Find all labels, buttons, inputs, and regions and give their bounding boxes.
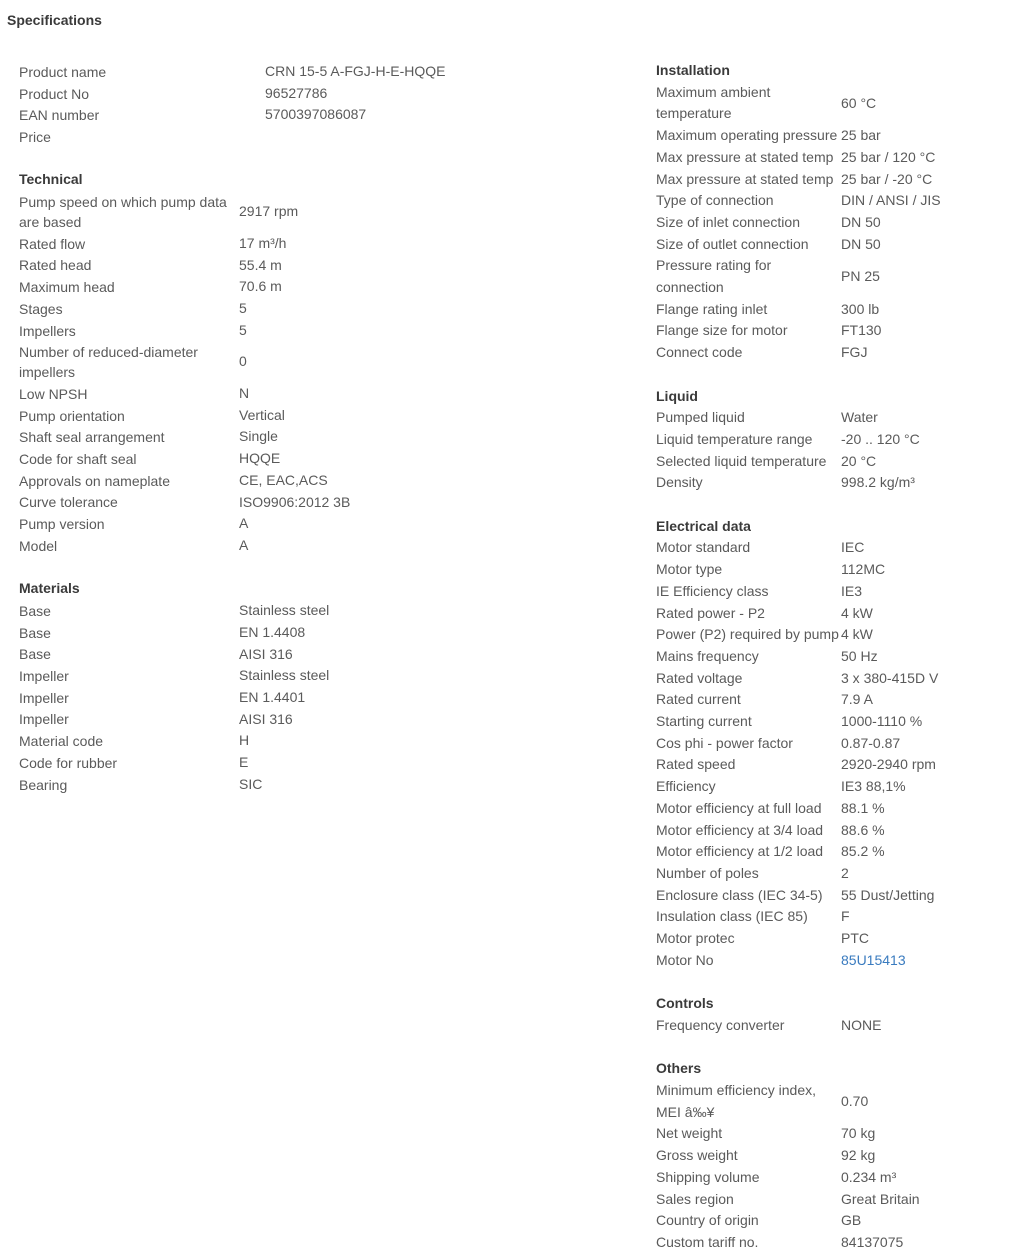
spec-value: 20 °C	[841, 452, 877, 469]
spec-label: Shipping volume	[656, 1168, 760, 1185]
spec-label: Sales region	[656, 1190, 734, 1207]
spec-row	[656, 689, 1026, 711]
spec-label: Max pressure at stated temp	[656, 148, 834, 165]
spec-value: DIN / ANSI / JIS	[841, 192, 941, 209]
spec-value: IE3 88,1%	[841, 778, 906, 795]
spec-label: Base	[19, 624, 51, 641]
spec-label: Net weight	[656, 1125, 723, 1142]
spec-value: AISI 316	[239, 645, 293, 662]
spec-row	[19, 255, 459, 277]
spec-label: Impellers	[19, 322, 76, 339]
spec-value: A	[239, 537, 249, 553]
spec-row	[656, 82, 1026, 125]
spec-label: Motor protec	[656, 930, 735, 947]
spec-value: 85.2 %	[841, 843, 885, 860]
spec-label: Density	[656, 474, 703, 491]
spec-row	[656, 646, 1026, 668]
spec-row	[656, 1210, 1026, 1232]
spec-value: H	[239, 732, 250, 749]
spec-label: Frequency converter	[656, 1016, 785, 1033]
controls-section-title: Controls	[656, 995, 714, 1012]
spec-value: 7.9 A	[841, 691, 873, 708]
spec-value: 4 kW	[841, 626, 873, 643]
spec-value: DN 50	[841, 213, 881, 230]
spec-value: Single	[239, 428, 278, 445]
spec-row	[656, 668, 1026, 690]
spec-label: Pumped liquid	[656, 409, 745, 426]
spec-value: 0.70	[841, 1092, 869, 1109]
spec-value: 2920-2940 rpm	[841, 756, 936, 773]
spec-value: 17 m³/h	[239, 234, 287, 251]
spec-row	[656, 776, 1026, 798]
spec-row	[656, 798, 1026, 820]
liquid-table	[656, 364, 1026, 494]
spec-row	[656, 429, 1026, 451]
spec-value: E	[239, 754, 249, 771]
spec-label: EAN number	[19, 107, 100, 124]
spec-row	[656, 820, 1026, 842]
spec-row	[656, 537, 1026, 559]
spec-value: Vertical	[239, 406, 285, 423]
spec-label: Maximum ambient temperature	[656, 83, 771, 122]
spec-value: Stainless steel	[239, 667, 330, 684]
spec-value: FGJ	[841, 344, 868, 361]
spec-label: Size of outlet connection	[656, 235, 809, 252]
page-title: Specifications	[7, 12, 102, 28]
spec-row	[656, 407, 1026, 429]
section-spacer	[19, 148, 459, 170]
others-table	[656, 1037, 1026, 1254]
spec-row	[656, 581, 1026, 603]
spec-label: Enclosure class (IEC 34-5)	[656, 886, 823, 903]
spec-value: Water	[841, 409, 878, 426]
others-section-title: Others	[656, 1060, 702, 1077]
spec-value: IEC	[841, 539, 865, 556]
spec-row	[656, 863, 1026, 885]
spec-value: 2	[841, 864, 849, 881]
spec-row	[656, 1015, 1026, 1037]
spec-label: Motor No	[656, 951, 714, 968]
spec-row	[656, 1167, 1026, 1189]
spec-label: Motor efficiency at 1/2 load	[656, 843, 824, 860]
spec-row	[19, 61, 459, 83]
spec-row	[19, 622, 459, 644]
liquid-section-title: Liquid	[656, 387, 698, 404]
spec-label: Material code	[19, 733, 104, 750]
spec-row	[19, 298, 459, 320]
spec-label: Mains frequency	[656, 647, 759, 664]
spec-row	[19, 276, 459, 298]
materials-section-title: Materials	[19, 580, 80, 597]
installation-section-title: Installation	[656, 62, 730, 78]
spec-value: 2917 rpm	[239, 203, 299, 220]
spec-value: EN 1.4401	[239, 688, 306, 705]
spec-row	[656, 603, 1026, 625]
spec-value: ISO9906:2012 3B	[239, 493, 351, 510]
spec-row	[656, 885, 1026, 907]
spec-row	[656, 255, 1026, 298]
spec-row	[656, 472, 1026, 494]
spec-label: Model	[19, 537, 58, 554]
motor-no-link[interactable]: 85U15413	[841, 951, 906, 968]
spec-row	[656, 320, 1026, 342]
spec-row	[656, 1232, 1026, 1254]
spec-row	[656, 451, 1026, 473]
spec-value: CE, EAC,ACS	[239, 471, 328, 488]
spec-label: Code for shaft seal	[19, 451, 137, 468]
spec-value: 0.234 m³	[841, 1168, 897, 1185]
spec-label: Flange rating inlet	[656, 300, 768, 317]
spec-row	[656, 841, 1026, 863]
spec-row	[19, 470, 459, 492]
spec-row	[19, 774, 459, 796]
spec-row	[656, 190, 1026, 212]
spec-label: Minimum efficiency index, MEI â‰¥	[656, 1081, 817, 1120]
spec-row	[19, 104, 459, 126]
spec-value: DN 50	[841, 235, 881, 252]
spec-value: -20 .. 120 °C	[841, 430, 920, 447]
spec-label: Motor efficiency at 3/4 load	[656, 821, 824, 838]
spec-label: Country of origin	[656, 1212, 759, 1229]
spec-value: 0	[239, 353, 247, 370]
spec-row	[656, 624, 1026, 646]
spec-label: Pressure rating for connection	[656, 257, 772, 296]
spec-value: GB	[841, 1212, 862, 1229]
spec-label: Base	[19, 646, 51, 663]
spec-value: 70 kg	[841, 1125, 876, 1142]
spec-label: Maximum operating pressure	[656, 127, 838, 144]
spec-label: Impeller	[19, 668, 69, 685]
spec-label: Cos phi - power factor	[656, 734, 793, 751]
spec-value: 112MC	[841, 561, 886, 578]
spec-row	[656, 928, 1026, 950]
spec-label: Number of reduced-diameter impellers	[19, 344, 198, 381]
spec-value: NONE	[841, 1016, 882, 1033]
spec-row	[656, 1123, 1026, 1145]
spec-value: 25 bar / -20 °C	[841, 170, 933, 187]
spec-value: 60 °C	[841, 94, 877, 111]
spec-row	[656, 299, 1026, 321]
spec-value: Great Britain	[841, 1190, 920, 1207]
spec-label: Motor type	[656, 561, 723, 578]
spec-label: Rated flow	[19, 235, 86, 252]
spec-value: 5	[239, 321, 247, 338]
spec-label: Code for rubber	[19, 754, 118, 771]
spec-value: N	[239, 385, 250, 402]
spec-value: 300 lb	[841, 300, 880, 317]
spec-label: Size of inlet connection	[656, 213, 800, 230]
spec-row	[656, 342, 1026, 364]
spec-row	[656, 147, 1026, 169]
right-column	[656, 60, 1026, 1254]
spec-label: Stages	[19, 300, 63, 317]
spec-label: Impeller	[19, 689, 69, 706]
spec-value: F	[841, 908, 850, 925]
spec-row	[656, 1080, 1026, 1123]
controls-table	[656, 972, 1026, 1037]
spec-label: Price	[19, 128, 51, 145]
spec-value: 0.87-0.87	[841, 734, 901, 751]
spec-row	[19, 600, 459, 622]
spec-label: Rated speed	[656, 756, 736, 773]
spec-label: Low NPSH	[19, 385, 88, 402]
spec-value: 88.6 %	[841, 821, 885, 838]
spec-row	[19, 492, 459, 514]
general-table	[19, 61, 459, 148]
spec-value: 55 Dust/Jetting	[841, 886, 935, 903]
spec-label: Product No	[19, 85, 90, 102]
spec-value: 88.1 %	[841, 799, 885, 816]
spec-row	[656, 733, 1026, 755]
spec-value: EN 1.4408	[239, 623, 306, 640]
spec-value: 84137075	[841, 1233, 904, 1250]
spec-row	[19, 126, 459, 148]
section-spacer	[19, 557, 459, 579]
spec-label: Pump speed on which pump data are based	[19, 194, 227, 231]
electrical-section-title: Electrical data	[656, 517, 751, 534]
spec-value: PTC	[841, 930, 869, 947]
spec-label: Bearing	[19, 776, 68, 793]
spec-row	[19, 383, 459, 405]
spec-row	[19, 513, 459, 535]
spec-row	[656, 950, 1026, 972]
spec-row	[656, 559, 1026, 581]
spec-row	[656, 212, 1026, 234]
spec-row	[656, 711, 1026, 733]
left-column	[19, 61, 459, 795]
spec-label: Max pressure at stated temp	[656, 170, 834, 187]
technical-table	[19, 148, 459, 557]
spec-row	[19, 405, 459, 427]
spec-row	[656, 906, 1026, 928]
spec-label: Rated power - P2	[656, 604, 765, 621]
spec-value: 50 Hz	[841, 647, 878, 664]
materials-table	[19, 557, 459, 796]
section-spacer	[656, 364, 1026, 386]
spec-value: 5700397086087	[265, 106, 367, 123]
spec-label: Connect code	[656, 344, 743, 361]
spec-value: AISI 316	[239, 710, 293, 727]
spec-label: Rated voltage	[656, 669, 743, 686]
spec-row	[19, 752, 459, 774]
spec-label: Flange size for motor	[656, 322, 788, 339]
spec-label: Motor standard	[656, 539, 751, 556]
spec-label: Shaft seal arrangement	[19, 429, 165, 446]
spec-value: FT130	[841, 322, 882, 339]
spec-label: IE Efficiency class	[656, 582, 769, 599]
spec-row	[656, 754, 1026, 776]
spec-value: 25 bar	[841, 127, 881, 144]
spec-label: Maximum head	[19, 279, 115, 296]
spec-value: 55.4 m	[239, 256, 282, 273]
spec-row	[19, 341, 459, 383]
spec-row	[19, 665, 459, 687]
spec-row	[19, 687, 459, 709]
spec-label: Motor efficiency at full load	[656, 799, 822, 816]
spec-row	[19, 191, 459, 233]
spec-row	[656, 1189, 1026, 1211]
spec-label: Custom tariff no.	[656, 1233, 759, 1250]
spec-row	[19, 83, 459, 105]
spec-row	[656, 1145, 1026, 1167]
spec-value: SIC	[239, 775, 263, 792]
spec-value: 4 kW	[841, 604, 873, 621]
spec-value: IE3	[841, 582, 863, 599]
spec-label: Liquid temperature range	[656, 430, 813, 447]
spec-row	[19, 233, 459, 255]
spec-row	[19, 535, 459, 557]
spec-label: Pump orientation	[19, 407, 125, 424]
spec-label: Efficiency	[656, 778, 716, 795]
spec-value: HQQE	[239, 450, 281, 467]
spec-value: CRN 15-5 A-FGJ-H-E-HQQE	[265, 63, 446, 79]
section-spacer	[656, 972, 1026, 994]
spec-value: 1000-1110 %	[841, 713, 923, 730]
installation-table	[656, 60, 1026, 364]
section-spacer	[656, 494, 1026, 516]
spec-label: Number of poles	[656, 864, 759, 881]
spec-value: 3 x 380-415D V	[841, 669, 939, 686]
spec-row	[19, 644, 459, 666]
spec-label: Approvals on nameplate	[19, 472, 170, 489]
spec-row	[19, 426, 459, 448]
spec-value: 5	[239, 299, 247, 316]
spec-label: Base	[19, 602, 51, 619]
spec-label: Rated head	[19, 257, 92, 274]
spec-row	[656, 125, 1026, 147]
spec-label: Impeller	[19, 711, 69, 728]
spec-row	[656, 169, 1026, 191]
spec-label: Starting current	[656, 713, 752, 730]
spec-value: 70.6 m	[239, 278, 282, 295]
spec-label: Type of connection	[656, 192, 774, 209]
spec-label: Rated current	[656, 691, 741, 708]
spec-row	[19, 448, 459, 470]
spec-row	[656, 234, 1026, 256]
spec-label: Power (P2) required by pump	[656, 626, 839, 643]
spec-value: PN 25	[841, 268, 880, 285]
spec-value: A	[239, 515, 249, 532]
spec-value: 998.2 kg/m³	[841, 474, 915, 491]
spec-value: Stainless steel	[239, 602, 330, 619]
spec-label: Insulation class (IEC 85)	[656, 908, 808, 925]
spec-label: Gross weight	[656, 1147, 738, 1164]
technical-section-title: Technical	[19, 171, 83, 188]
spec-label: Product name	[19, 63, 107, 80]
spec-label: Pump version	[19, 516, 105, 533]
spec-row	[19, 709, 459, 731]
spec-value: 92 kg	[841, 1147, 876, 1164]
spec-value: 25 bar / 120 °C	[841, 148, 936, 165]
spec-row	[19, 730, 459, 752]
section-spacer	[656, 1037, 1026, 1059]
spec-value	[265, 126, 459, 148]
spec-value: 96527786	[265, 84, 328, 101]
electrical-table	[656, 494, 1026, 971]
spec-row	[19, 320, 459, 342]
spec-label: Selected liquid temperature	[656, 452, 827, 469]
spec-label: Curve tolerance	[19, 494, 118, 511]
